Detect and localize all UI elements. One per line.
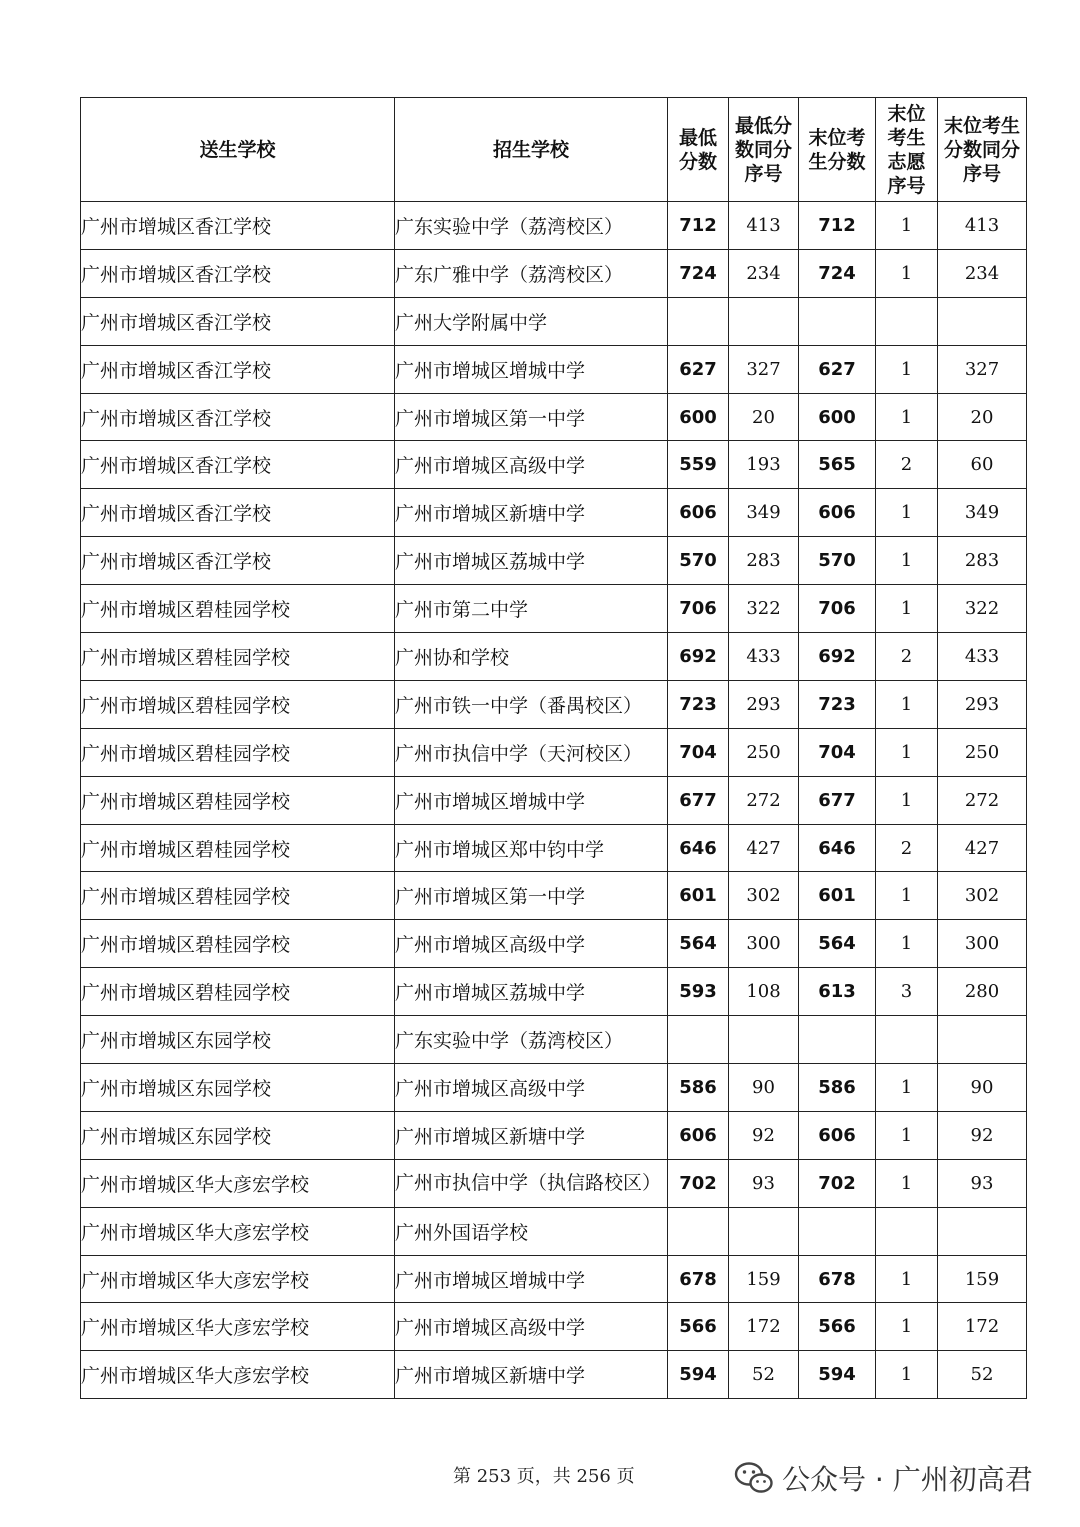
cell-last-rank: 272 — [938, 776, 1027, 824]
cell-last-score: 613 — [799, 968, 876, 1016]
cell-last-preference — [876, 1207, 938, 1255]
cell-last-score: 724 — [799, 249, 876, 297]
cell-last-score: 692 — [799, 633, 876, 681]
header-last-rank — [938, 98, 1027, 202]
cell-last-rank: 293 — [938, 680, 1027, 728]
cell-last-rank: 159 — [938, 1255, 1027, 1303]
table-row — [81, 1064, 1027, 1112]
cell-min-rank: 293 — [729, 680, 799, 728]
cell-last-score: 646 — [799, 824, 876, 872]
cell-last-preference: 1 — [876, 585, 938, 633]
cell-min-rank: 52 — [729, 1351, 799, 1399]
cell-last-rank: 349 — [938, 489, 1027, 537]
cell-min-rank: 93 — [729, 1159, 799, 1207]
cell-sender: 广州市增城区华大彦宏学校 — [81, 1351, 395, 1399]
cell-last-rank: 427 — [938, 824, 1027, 872]
cell-sender: 广州市增城区碧桂园学校 — [81, 633, 395, 681]
cell-min-rank: 20 — [729, 393, 799, 441]
cell-min-rank: 172 — [729, 1303, 799, 1351]
table-row — [81, 920, 1027, 968]
cell-min-score: 706 — [668, 585, 729, 633]
cell-last-preference: 1 — [876, 776, 938, 824]
cell-min-score: 559 — [668, 441, 729, 489]
cell-last-score: 678 — [799, 1255, 876, 1303]
cell-last-score: 600 — [799, 393, 876, 441]
cell-recruiter: 广州市增城区高级中学 — [395, 920, 668, 968]
cell-sender: 广州市增城区碧桂园学校 — [81, 920, 395, 968]
cell-last-rank — [938, 1207, 1027, 1255]
cell-last-rank: 283 — [938, 537, 1027, 585]
cell-min-score: 606 — [668, 489, 729, 537]
cell-last-rank: 322 — [938, 585, 1027, 633]
header-min-rank-label: 最低分数同分序号 — [734, 114, 792, 185]
header-sender-school: 送生学校 — [81, 98, 395, 202]
table-body — [81, 202, 1027, 1399]
cell-last-rank: 302 — [938, 872, 1027, 920]
cell-last-rank: 433 — [938, 633, 1027, 681]
cell-min-score: 594 — [668, 1351, 729, 1399]
cell-last-preference: 1 — [876, 489, 938, 537]
cell-last-score: 706 — [799, 585, 876, 633]
cell-last-score: 606 — [799, 1111, 876, 1159]
cell-last-preference: 1 — [876, 1064, 938, 1112]
cell-last-preference: 1 — [876, 1111, 938, 1159]
cell-min-score: 646 — [668, 824, 729, 872]
cell-recruiter: 广州市增城区高级中学 — [395, 1303, 668, 1351]
cell-min-score: 677 — [668, 776, 729, 824]
cell-min-rank: 108 — [729, 968, 799, 1016]
table-row — [81, 872, 1027, 920]
table-row — [81, 537, 1027, 585]
cell-sender: 广州市增城区华大彦宏学校 — [81, 1255, 395, 1303]
cell-min-score — [668, 297, 729, 345]
cell-min-rank: 283 — [729, 537, 799, 585]
cell-sender: 广州市增城区香江学校 — [81, 393, 395, 441]
table-row — [81, 1016, 1027, 1064]
cell-last-rank: 300 — [938, 920, 1027, 968]
cell-min-rank: 234 — [729, 249, 799, 297]
cell-last-preference: 1 — [876, 680, 938, 728]
cell-sender: 广州市增城区碧桂园学校 — [81, 585, 395, 633]
header-min-rank — [729, 98, 799, 202]
table-row — [81, 489, 1027, 537]
cell-sender: 广州市增城区东园学校 — [81, 1016, 395, 1064]
table-row — [81, 1111, 1027, 1159]
table-row — [81, 441, 1027, 489]
cell-sender: 广州市增城区碧桂园学校 — [81, 872, 395, 920]
table-header-row — [81, 98, 1027, 202]
cell-sender: 广州市增城区碧桂园学校 — [81, 824, 395, 872]
watermark — [734, 1458, 1033, 1498]
cell-last-score: 704 — [799, 728, 876, 776]
table-row — [81, 1207, 1027, 1255]
cell-min-score: 627 — [668, 345, 729, 393]
cell-min-score: 593 — [668, 968, 729, 1016]
cell-last-rank: 234 — [938, 249, 1027, 297]
cell-recruiter: 广东实验中学（荔湾校区） — [395, 202, 668, 250]
cell-last-rank: 60 — [938, 441, 1027, 489]
cell-min-rank — [729, 297, 799, 345]
cell-sender: 广州市增城区香江学校 — [81, 441, 395, 489]
cell-sender: 广州市增城区香江学校 — [81, 297, 395, 345]
cell-min-rank — [729, 1016, 799, 1064]
cell-last-score — [799, 1207, 876, 1255]
header-last-preference-label: 末位考生志愿序号 — [887, 102, 926, 197]
cell-min-score: 606 — [668, 1111, 729, 1159]
cell-sender: 广州市增城区碧桂园学校 — [81, 776, 395, 824]
cell-sender: 广州市增城区香江学校 — [81, 537, 395, 585]
header-last-score-label: 末位考生分数 — [808, 126, 866, 173]
table-row — [81, 633, 1027, 681]
cell-min-rank: 427 — [729, 824, 799, 872]
cell-min-rank: 433 — [729, 633, 799, 681]
cell-sender: 广州市增城区香江学校 — [81, 249, 395, 297]
cell-recruiter: 广州外国语学校 — [395, 1207, 668, 1255]
cell-recruiter: 广州市增城区荔城中学 — [395, 968, 668, 1016]
cell-last-score: 570 — [799, 537, 876, 585]
cell-last-preference: 1 — [876, 872, 938, 920]
cell-last-preference: 1 — [876, 1351, 938, 1399]
cell-sender: 广州市增城区香江学校 — [81, 345, 395, 393]
cell-recruiter: 广东广雅中学（荔湾校区） — [395, 249, 668, 297]
cell-min-rank: 250 — [729, 728, 799, 776]
cell-recruiter: 广州大学附属中学 — [395, 297, 668, 345]
table-row — [81, 1159, 1027, 1207]
table-row — [81, 1351, 1027, 1399]
cell-min-score — [668, 1016, 729, 1064]
cell-last-preference: 3 — [876, 968, 938, 1016]
cell-recruiter: 广州市执信中学（天河校区） — [395, 728, 668, 776]
cell-last-rank — [938, 1016, 1027, 1064]
cell-min-score: 570 — [668, 537, 729, 585]
header-last-preference — [876, 98, 938, 202]
cell-last-preference: 2 — [876, 633, 938, 681]
cell-sender: 广州市增城区东园学校 — [81, 1064, 395, 1112]
cell-recruiter: 广州市第二中学 — [395, 585, 668, 633]
cell-min-score: 704 — [668, 728, 729, 776]
cell-sender: 广州市增城区华大彦宏学校 — [81, 1303, 395, 1351]
cell-last-preference: 1 — [876, 249, 938, 297]
cell-last-rank: 413 — [938, 202, 1027, 250]
cell-min-score: 586 — [668, 1064, 729, 1112]
cell-last-rank: 52 — [938, 1351, 1027, 1399]
cell-last-rank: 90 — [938, 1064, 1027, 1112]
cell-recruiter: 广州市增城区新塘中学 — [395, 1111, 668, 1159]
cell-recruiter: 广州市增城区荔城中学 — [395, 537, 668, 585]
table-row — [81, 680, 1027, 728]
cell-last-rank: 327 — [938, 345, 1027, 393]
watermark-text: 公众号 · 广州初高君 — [782, 1463, 1033, 1496]
header-min-score — [668, 98, 729, 202]
cell-last-preference — [876, 1016, 938, 1064]
cell-recruiter: 广州市增城区新塘中学 — [395, 1351, 668, 1399]
cell-recruiter: 广州市铁一中学（番禺校区） — [395, 680, 668, 728]
cell-last-score: 565 — [799, 441, 876, 489]
cell-last-rank: 92 — [938, 1111, 1027, 1159]
cell-sender: 广州市增城区碧桂园学校 — [81, 728, 395, 776]
cell-last-preference: 1 — [876, 1159, 938, 1207]
cell-last-score: 702 — [799, 1159, 876, 1207]
cell-min-score: 692 — [668, 633, 729, 681]
cell-last-score — [799, 1016, 876, 1064]
cell-recruiter: 广东实验中学（荔湾校区） — [395, 1016, 668, 1064]
cell-min-score: 600 — [668, 393, 729, 441]
cell-min-score — [668, 1207, 729, 1255]
cell-min-score: 712 — [668, 202, 729, 250]
cell-min-rank: 300 — [729, 920, 799, 968]
cell-min-rank: 92 — [729, 1111, 799, 1159]
cell-sender: 广州市增城区香江学校 — [81, 202, 395, 250]
page-number: 第 253 页，共 256 页 — [453, 1466, 635, 1487]
cell-min-rank: 90 — [729, 1064, 799, 1112]
cell-sender: 广州市增城区东园学校 — [81, 1111, 395, 1159]
cell-recruiter: 广州市增城区新塘中学 — [395, 489, 668, 537]
cell-last-preference: 1 — [876, 1255, 938, 1303]
cell-last-score: 712 — [799, 202, 876, 250]
cell-min-score: 702 — [668, 1159, 729, 1207]
cell-sender: 广州市增城区碧桂园学校 — [81, 680, 395, 728]
cell-min-rank: 193 — [729, 441, 799, 489]
cell-recruiter: 广州协和学校 — [395, 633, 668, 681]
cell-last-score: 586 — [799, 1064, 876, 1112]
cell-last-score — [799, 297, 876, 345]
table-row — [81, 585, 1027, 633]
cell-recruiter: 广州市增城区增城中学 — [395, 1255, 668, 1303]
cell-last-preference — [876, 297, 938, 345]
cell-min-rank: 349 — [729, 489, 799, 537]
header-min-score-label: 最低分数 — [678, 126, 717, 173]
cell-last-rank: 280 — [938, 968, 1027, 1016]
cell-sender: 广州市增城区华大彦宏学校 — [81, 1159, 395, 1207]
cell-sender: 广州市增城区香江学校 — [81, 489, 395, 537]
cell-last-rank: 172 — [938, 1303, 1027, 1351]
cell-last-score: 564 — [799, 920, 876, 968]
table-row — [81, 249, 1027, 297]
cell-last-rank: 20 — [938, 393, 1027, 441]
admission-score-table — [80, 97, 1027, 1399]
cell-recruiter: 广州市增城区高级中学 — [395, 1064, 668, 1112]
cell-last-rank: 93 — [938, 1159, 1027, 1207]
cell-min-score: 678 — [668, 1255, 729, 1303]
cell-last-score: 677 — [799, 776, 876, 824]
cell-recruiter: 广州市增城区郑中钧中学 — [395, 824, 668, 872]
cell-sender: 广州市增城区华大彦宏学校 — [81, 1207, 395, 1255]
cell-last-rank — [938, 297, 1027, 345]
cell-last-preference: 2 — [876, 824, 938, 872]
cell-last-preference: 1 — [876, 1303, 938, 1351]
cell-recruiter: 广州市增城区第一中学 — [395, 393, 668, 441]
cell-min-score: 564 — [668, 920, 729, 968]
cell-min-rank: 302 — [729, 872, 799, 920]
cell-recruiter: 广州市增城区第一中学 — [395, 872, 668, 920]
cell-min-rank: 272 — [729, 776, 799, 824]
cell-recruiter: 广州市执信中学（执信路校区） — [395, 1159, 668, 1207]
cell-last-preference: 1 — [876, 202, 938, 250]
cell-last-score: 566 — [799, 1303, 876, 1351]
cell-last-score: 601 — [799, 872, 876, 920]
cell-min-score: 723 — [668, 680, 729, 728]
cell-last-score: 594 — [799, 1351, 876, 1399]
cell-recruiter: 广州市增城区增城中学 — [395, 345, 668, 393]
cell-recruiter: 广州市增城区增城中学 — [395, 776, 668, 824]
cell-recruiter: 广州市增城区高级中学 — [395, 441, 668, 489]
cell-min-score: 724 — [668, 249, 729, 297]
table-row — [81, 776, 1027, 824]
table-row — [81, 1255, 1027, 1303]
cell-min-rank — [729, 1207, 799, 1255]
table-row — [81, 297, 1027, 345]
table-row — [81, 345, 1027, 393]
table-row — [81, 824, 1027, 872]
cell-min-rank: 159 — [729, 1255, 799, 1303]
cell-min-rank: 327 — [729, 345, 799, 393]
table-row — [81, 202, 1027, 250]
cell-last-score: 627 — [799, 345, 876, 393]
cell-last-rank: 250 — [938, 728, 1027, 776]
cell-min-score: 566 — [668, 1303, 729, 1351]
cell-last-score: 606 — [799, 489, 876, 537]
cell-last-preference: 1 — [876, 920, 938, 968]
table-row — [81, 1303, 1027, 1351]
header-last-score — [799, 98, 876, 202]
wechat-icon — [734, 1461, 774, 1495]
cell-last-preference: 1 — [876, 537, 938, 585]
header-recruiting-school: 招生学校 — [395, 98, 668, 202]
cell-min-score: 601 — [668, 872, 729, 920]
cell-last-preference: 1 — [876, 728, 938, 776]
cell-last-score: 723 — [799, 680, 876, 728]
cell-sender: 广州市增城区碧桂园学校 — [81, 968, 395, 1016]
table-row — [81, 393, 1027, 441]
table-row — [81, 728, 1027, 776]
table-row — [81, 968, 1027, 1016]
cell-min-rank: 322 — [729, 585, 799, 633]
cell-last-preference: 2 — [876, 441, 938, 489]
cell-min-rank: 413 — [729, 202, 799, 250]
cell-last-preference: 1 — [876, 393, 938, 441]
header-last-rank-label: 末位考生分数同分序号 — [943, 114, 1020, 185]
cell-last-preference: 1 — [876, 345, 938, 393]
